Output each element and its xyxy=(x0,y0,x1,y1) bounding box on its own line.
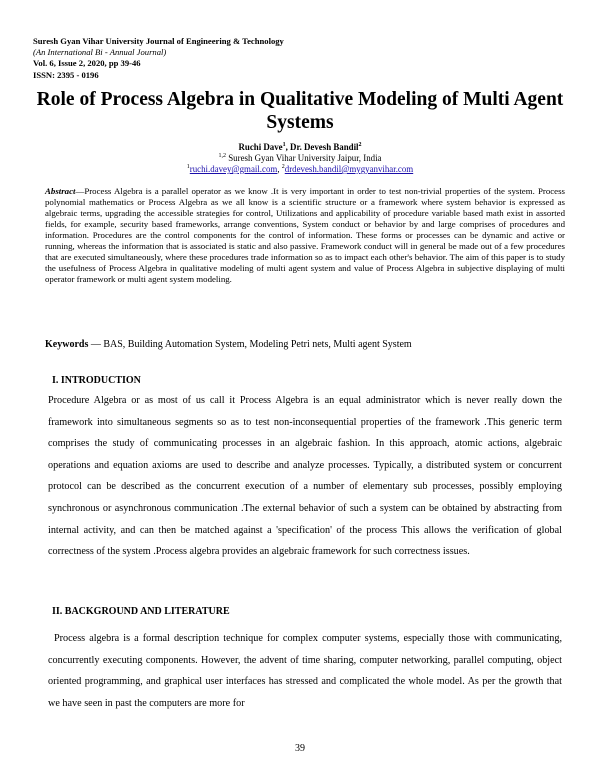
section-heading-background: II. BACKGROUND AND LITERATURE xyxy=(52,606,230,617)
abstract-label: Abstract xyxy=(45,186,76,196)
section-text-background: Process algebra is a formal description technique for complex computer systems, especially those with communicating, concurrently executing components. However, the advent of time sharing, computer networking, parallel computing, object oriented programming, and graphical user interfaces has stressed and complicated the whole model. As per the growth that we have seen in past the computers are more for xyxy=(48,633,562,709)
emails xyxy=(30,164,570,175)
email-link-2[interactable]: drdevesh.bandil@mygyanvihar.com xyxy=(284,164,414,174)
author-block xyxy=(30,142,570,175)
author-names xyxy=(30,142,570,153)
affiliation-sup: 1,2 xyxy=(218,153,227,160)
paper-title: Role of Process Algebra in Qualitative Modeling of Multi Agent Systems xyxy=(36,89,564,133)
journal-subtitle: (An International Bi - Annual Journal) xyxy=(33,47,167,58)
keywords-text: — BAS, Building Automation System, Modeling Petri nets, Multi agent System xyxy=(88,339,412,350)
keywords-label: Keywords xyxy=(45,339,89,350)
author-2-sup: 2 xyxy=(358,142,362,149)
keywords xyxy=(45,338,565,351)
section-heading-introduction: I. INTRODUCTION xyxy=(52,375,141,386)
journal-issn: ISSN: 2395 - 0196 xyxy=(33,69,99,80)
author-1: Ruchi Dave xyxy=(238,142,283,152)
email-2-sup: 2 xyxy=(281,164,285,171)
email-link-1[interactable]: ruchi.davey@gmail.com xyxy=(189,164,278,174)
author-1-sup: 1 xyxy=(282,142,286,149)
email-separator: , xyxy=(277,164,282,174)
affiliation-text: Suresh Gyan Vihar University Jaipur, India xyxy=(228,153,382,163)
affiliation xyxy=(30,153,570,164)
author-separator: , xyxy=(285,142,291,152)
email-1-sup: 1 xyxy=(186,164,190,171)
journal-name: Suresh Gyan Vihar University Journal of Engineering & Technology xyxy=(33,36,284,46)
abstract xyxy=(45,186,565,285)
section-text-introduction: Procedure Algebra or as most of us call it Process Algebra is an equal administrator which is never really down the framework into simultaneous segments so as to test non-inconsequential properties of the framework .This generic term comprises the study of communicating processes in an algebraic fashion. In this approach, atomic actions, algebraic operations and equation axioms are used to describe and analyze processes. Typically, a distributed system or concurrent protocol can be described as the concurrent execution of a number of elementary sub processes, possibly employing synchronous or asynchronous communication .The external behavior of such a system can be obtained by abstracting from internal activity, and can then be matched against a 'specification' of the process This allows the verification of global correctness of the system .Process algebra provides an algebraic framework for such correctness issues. xyxy=(48,395,562,558)
abstract-text: —Process Algebra is a parallel operator as we know .It is very important in order to test non-trivial properties of the system. Process polynomial mathematics or Process Algebra as we all know is a scientific structure or a framework where system behavior is expressed as algebraic terms, upgrading the accessible strategies for control, Utilizations and applicability of procedure variable based math exist in assorted fields, for example, security based frameworks, arrange conventions, System conduct or behavior by and large comprises of procedures and information. Procedures are the control components for the control of information. These forms or processes can be dynamic and active or running, whereas the information that is associated is static and also passive. Framework conduct will in general be made out of a few procedures that are executed simultaneously, where these procedures trade information so as to impact each other's behavior. The aim of this paper is to study the usefulness of Process Algebra in qualitative modeling of multi agent system and value of Process Algebra in subjective displaying of multi operator framework or multi agent system modeling. xyxy=(45,186,565,284)
journal-volume: Vol. 6, Issue 2, 2020, pp 39-46 xyxy=(33,58,141,69)
journal-header xyxy=(33,36,573,81)
author-2: Dr. Devesh Bandil xyxy=(290,142,359,152)
page-number: 39 xyxy=(295,743,305,754)
